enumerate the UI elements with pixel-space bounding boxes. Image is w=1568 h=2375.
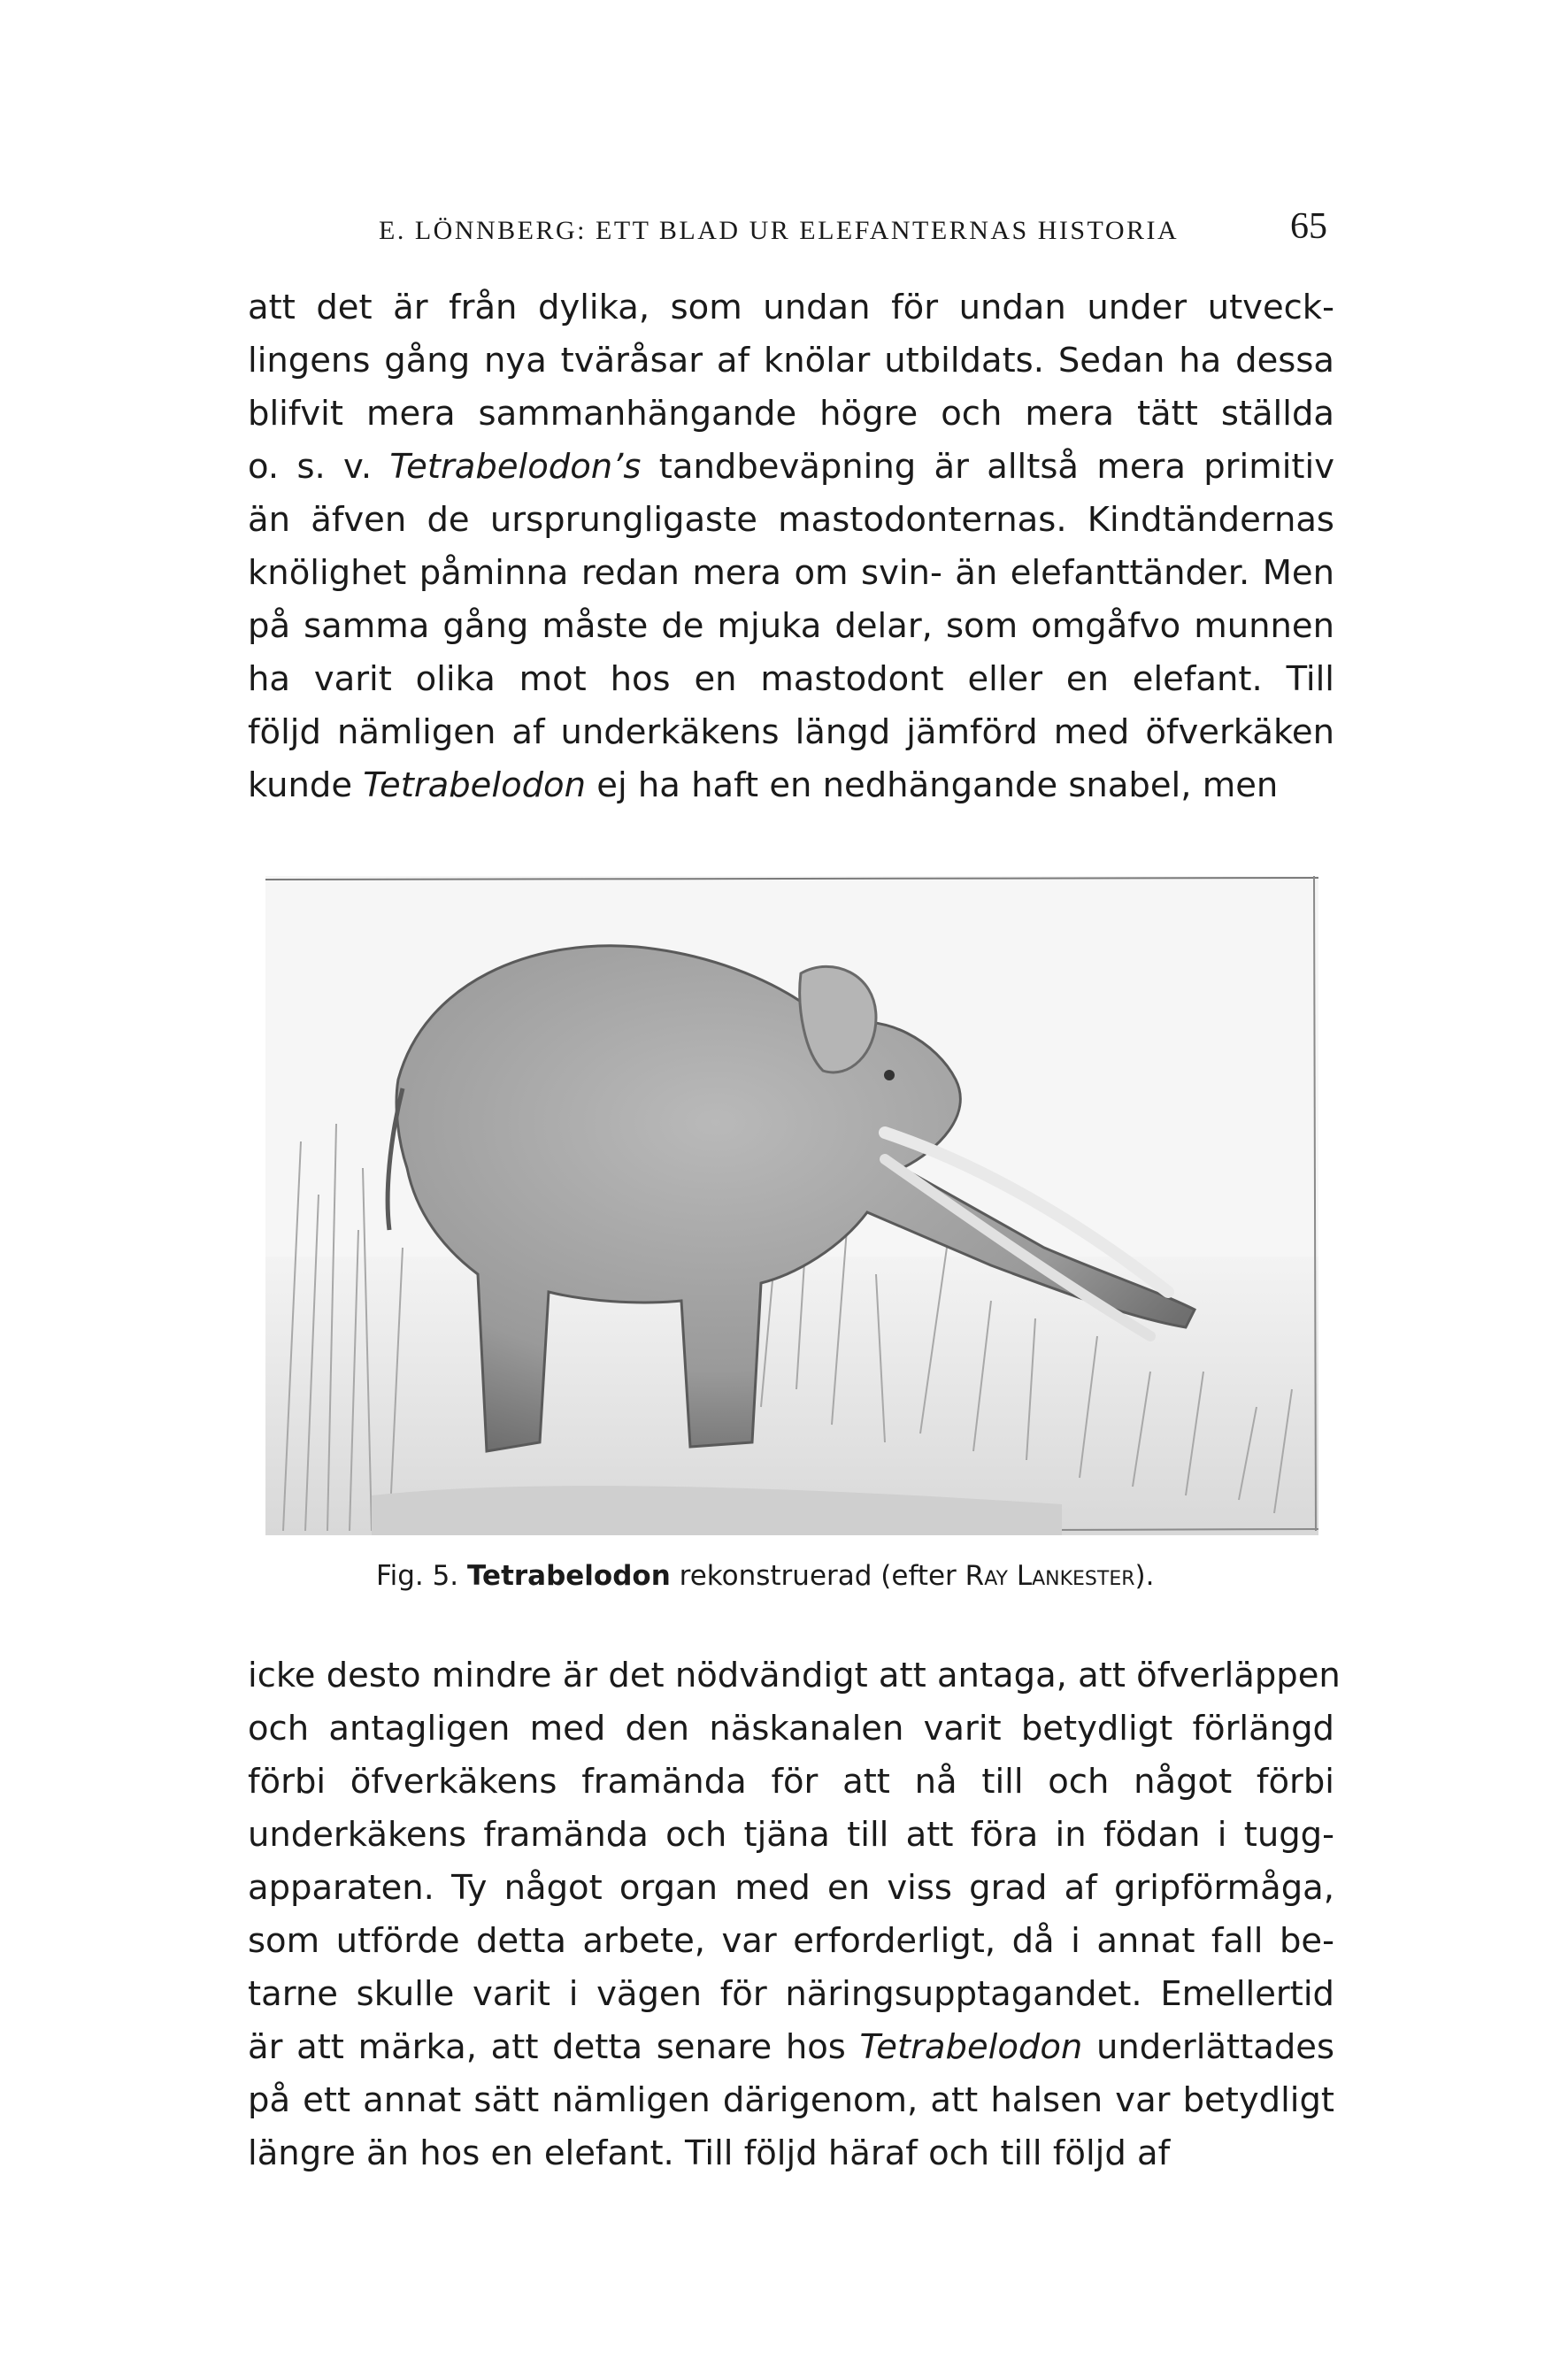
caption-text: rekonstruerad (efter bbox=[670, 1560, 965, 1592]
text-line: icke desto mindre är det nödvändigt att antaga, att öfverläppen bbox=[248, 1656, 1341, 1695]
text-line: underkäkens framända och tjäna till att föra in födan i tugg- bbox=[248, 1815, 1334, 1855]
caption-name: Tetrabelodon bbox=[467, 1560, 671, 1592]
species-name: Tetrabelodon bbox=[363, 765, 587, 805]
text-line: tarne skulle varit i vägen för näringsupptagandet. Emellertid bbox=[248, 1974, 1334, 2014]
text-run: underlättades bbox=[1082, 2027, 1335, 2067]
caption-credit: Ray Lankester bbox=[965, 1560, 1135, 1592]
text-line: längre än hos en elefant. Till följd häraf och till följd af bbox=[248, 2133, 1171, 2173]
text-line: än äfven de ursprungligaste mastodonternas. Kindtändernas bbox=[248, 500, 1334, 540]
page-number: 65 bbox=[1290, 206, 1327, 247]
species-name: Tetrabelodon’s bbox=[389, 447, 642, 487]
text-line bbox=[248, 441, 1334, 494]
text-line: att det är från dylika, som undan för undan under utveck- bbox=[248, 288, 1334, 327]
text-line: knölighet påminna redan mera om svin- än elefanttänder. Men bbox=[248, 553, 1334, 593]
text-line bbox=[248, 759, 1334, 812]
figure-caption bbox=[376, 1560, 1261, 1592]
text-run: ej ha haft en nedhängande snabel, men bbox=[586, 765, 1279, 805]
text-run: tandbeväpning är alltså mera primitiv bbox=[641, 447, 1334, 487]
text-run: kunde bbox=[248, 765, 364, 805]
running-header: E. LÖNNBERG: ETT BLAD UR ELEFANTERNAS HISTORIA bbox=[379, 216, 1180, 245]
text-line: på samma gång måste de mjuka delar, som omgåfvo munnen bbox=[248, 606, 1334, 646]
paragraph-top bbox=[248, 281, 1334, 812]
species-name: Tetrabelodon bbox=[859, 2027, 1083, 2067]
paragraph-bottom bbox=[248, 1649, 1341, 2180]
text-line: blifvit mera sammanhängande högre och mera tätt ställda bbox=[248, 394, 1334, 434]
text-line: på ett annat sätt nämligen därigenom, att halsen var betydligt bbox=[248, 2080, 1334, 2120]
text-line: förbi öfverkäkens framända för att nå till och något förbi bbox=[248, 1762, 1334, 1802]
text-line: som utförde detta arbete, var erforderligt, då i annat fall be- bbox=[248, 1921, 1334, 1961]
text-line: lingens gång nya tväråsar af knölar utbildats. Sedan ha dessa bbox=[248, 341, 1334, 380]
caption-label: Fig. 5. bbox=[376, 1560, 459, 1592]
text-line: följd nämligen af underkäkens längd jämförd med öfverkäken bbox=[248, 712, 1334, 752]
text-run: är att märka, att detta senare hos bbox=[248, 2027, 860, 2067]
tetrabelodon-illustration bbox=[265, 876, 1318, 1535]
text-line: och antagligen med den näskanalen varit betydligt förlängd bbox=[248, 1709, 1334, 1749]
text-line: ha varit olika mot hos en mastodont eller en elefant. Till bbox=[248, 659, 1334, 699]
text-run: o. s. v. bbox=[248, 447, 390, 487]
text-line bbox=[248, 2021, 1334, 2074]
caption-end: ). bbox=[1134, 1560, 1155, 1592]
text-line: apparaten. Ty något organ med en viss grad af gripförmåga, bbox=[248, 1868, 1334, 1908]
tetrabelodon-eye bbox=[884, 1070, 895, 1080]
